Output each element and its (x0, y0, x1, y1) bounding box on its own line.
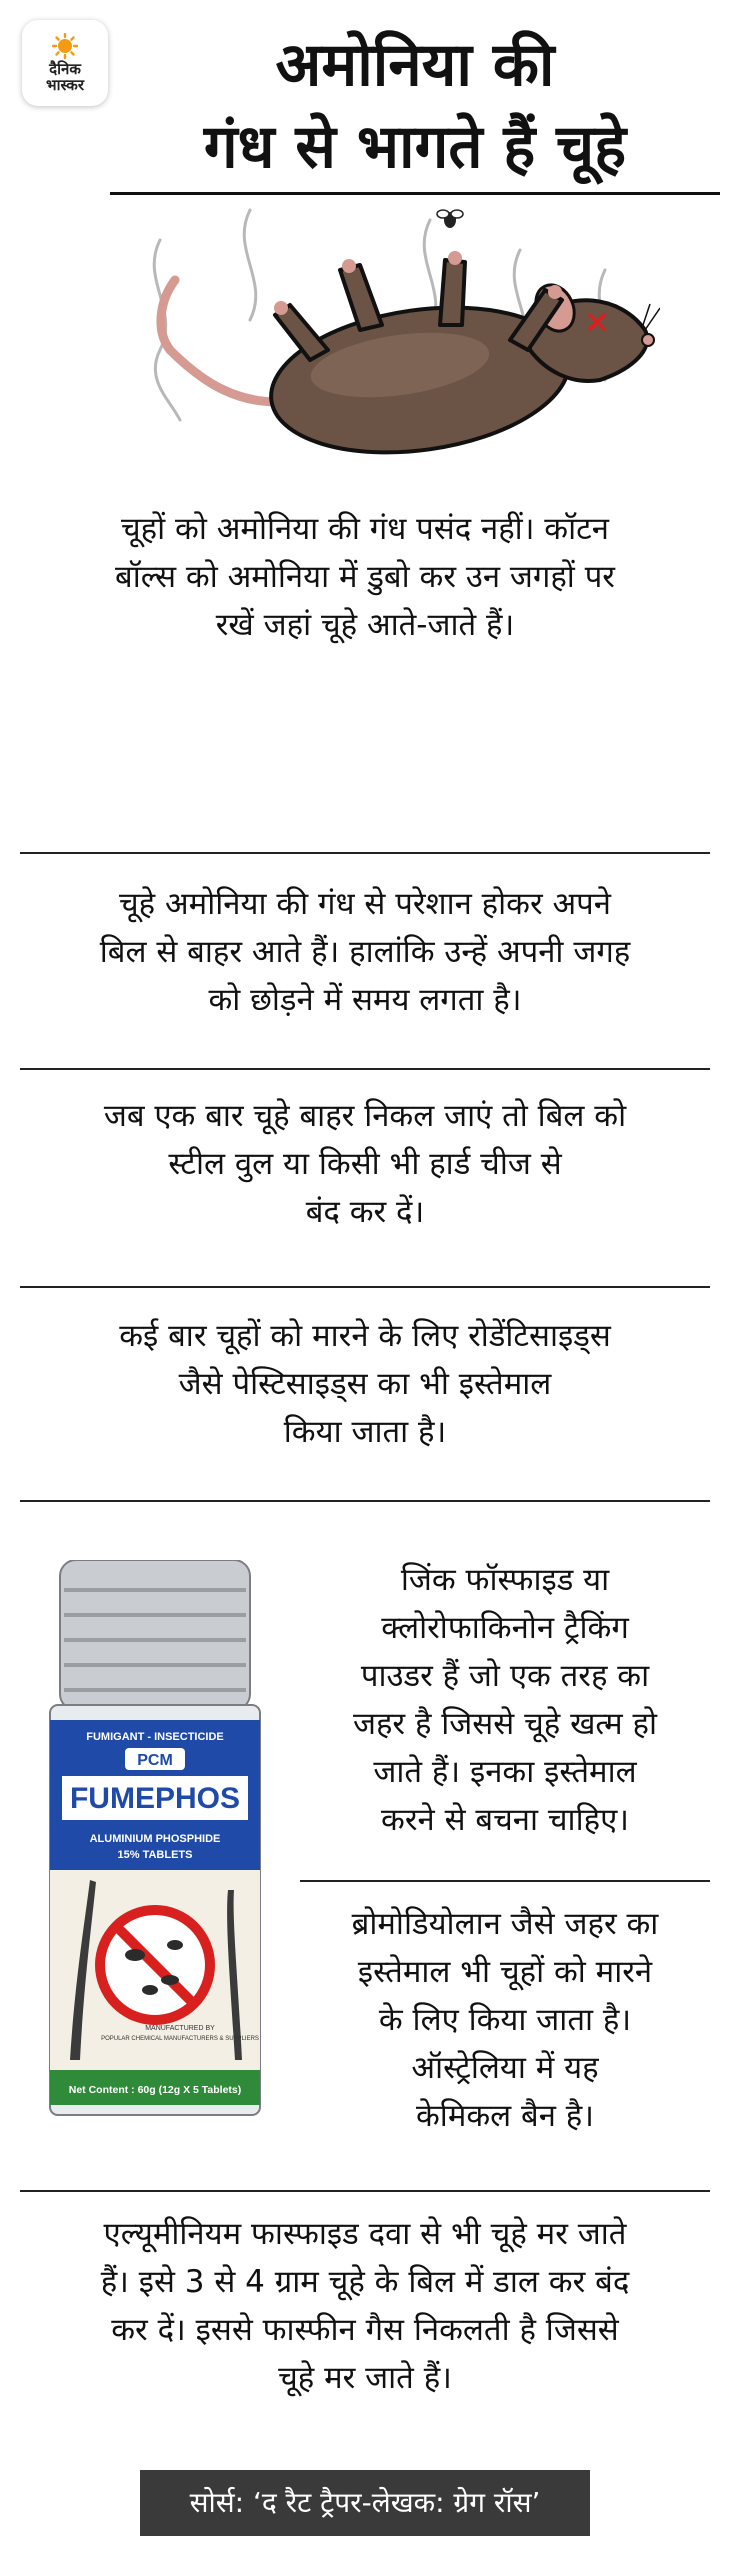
side-block-2 (300, 1900, 710, 2140)
divider-2 (20, 1068, 710, 1070)
info-block-3-line-2: स्टील वुल या किसी भी हार्ड चीज से (168, 1146, 562, 1182)
info-block-5-line-2: हैं। इसे 3 से 4 ग्राम चूहे के बिल में डाल कर बंद (100, 2264, 630, 2300)
info-block-5 (20, 2210, 710, 2402)
sun-icon (52, 33, 78, 59)
info-block-1-line-3: रखें जहां चूहे आते-जाते हैं। (215, 607, 515, 643)
side-block-2-line-4: ऑस्ट्रेलिया में यह (411, 2050, 599, 2086)
side-block-2-line-5: केमिकल बैन है। (415, 2098, 595, 2134)
info-block-2-line-3: को छोड़ने में समय लगता है। (208, 982, 522, 1018)
dead-rat-illustration (100, 180, 660, 480)
divider-4 (20, 1500, 710, 1502)
side-block-1-line-5: जाते हैं। इनका इस्तेमाल (373, 1754, 637, 1790)
product-top-label: FUMIGANT - INSECTICIDE (86, 1731, 224, 1743)
product-maker-1: MANUFACTURED BY (145, 2025, 215, 2032)
info-block-1-line-2: बॉल्स को अमोनिया में डुबो कर उन जगहों पर (115, 559, 615, 595)
info-block-3-line-1: जब एक बार चूहे बाहर निकल जाएं तो बिल को (103, 1098, 627, 1134)
side-block-2-line-3: के लिए किया जाता है। (378, 2002, 632, 2038)
product-maker-2: POPULAR CHEMICAL MANUFACTURERS & SUPPLIERS (101, 2036, 259, 2042)
info-block-1-line-1: चूहों को अमोनिया की गंध पसंद नहीं। कॉटन (121, 511, 609, 547)
side-block-1-line-4: जहर है जिससे चूहे खत्म हो (352, 1706, 658, 1742)
divider-5 (300, 1880, 710, 1882)
side-block-1 (300, 1556, 710, 1844)
info-block-2-line-2: बिल से बाहर आते हैं। हालांकि उन्हें अपनी जगह (99, 934, 631, 970)
product-net-content: Net Content : 60g (12g X 5 Tablets) (68, 2084, 242, 2096)
divider-3 (20, 1286, 710, 1288)
title-line-2: गंध से भागते हैं चूहे (203, 112, 627, 182)
info-block-1 (20, 505, 710, 649)
title-line-1: अमोनिया की (275, 30, 555, 100)
pesticide-can-image (30, 1560, 280, 2120)
info-block-5-line-4: चूहे मर जाते हैं। (278, 2360, 452, 2396)
side-block-1-line-1: जिंक फॉस्फाइड या (400, 1562, 610, 1598)
page-title (110, 24, 720, 188)
side-block-2-line-2: इस्तेमाल भी चूहों को मारने (357, 1954, 653, 1990)
side-block-1-line-2: क्लोरोफाकिनोन ट्रैकिंग (381, 1610, 629, 1646)
side-block-1-line-6: करने से बचना चाहिए। (381, 1802, 629, 1838)
product-sub-2: 15% TABLETS (117, 1849, 193, 1861)
info-block-2-line-1: चूहे अमोनिया की गंध से परेशान होकर अपने (118, 886, 611, 922)
info-block-3 (20, 1092, 710, 1236)
info-block-4-line-1: कई बार चूहों को मारने के लिए रोडेंटिसाइड्स (119, 1318, 611, 1354)
brand-logo (22, 20, 108, 106)
info-block-4 (20, 1312, 710, 1456)
info-block-4-line-2: जैसे पेस्टिसाइड्स का भी इस्तेमाल (178, 1366, 552, 1402)
source-credit: सोर्स: ‘द रैट ट्रैपर-लेखक: ग्रेग रॉस’ (140, 2470, 590, 2536)
side-block-1-line-3: पाउडर हैं जो एक तरह का (360, 1658, 650, 1694)
product-name: FUMEPHOS (69, 1782, 241, 1815)
fly-icon (437, 210, 463, 228)
logo-text: दैनिक भास्कर (46, 60, 84, 94)
info-block-4-line-3: किया जाता है। (283, 1414, 447, 1450)
info-block-2 (20, 880, 710, 1024)
info-block-3-line-3: बंद कर दें। (305, 1194, 425, 1230)
product-badge: PCM (137, 1752, 173, 1769)
side-block-2-line-1: ब्रोमोडियोलान जैसे जहर का (351, 1906, 659, 1942)
info-block-5-line-1: एल्यूमीनियम फास्फाइड दवा से भी चूहे मर जाते (103, 2216, 627, 2252)
divider-1 (20, 852, 710, 854)
product-sub-1: ALUMINIUM PHOSPHIDE (89, 1833, 221, 1845)
info-block-5-line-3: कर दें। इससे फास्फीन गैस निकलती है जिससे (111, 2312, 619, 2348)
divider-6 (20, 2190, 710, 2192)
